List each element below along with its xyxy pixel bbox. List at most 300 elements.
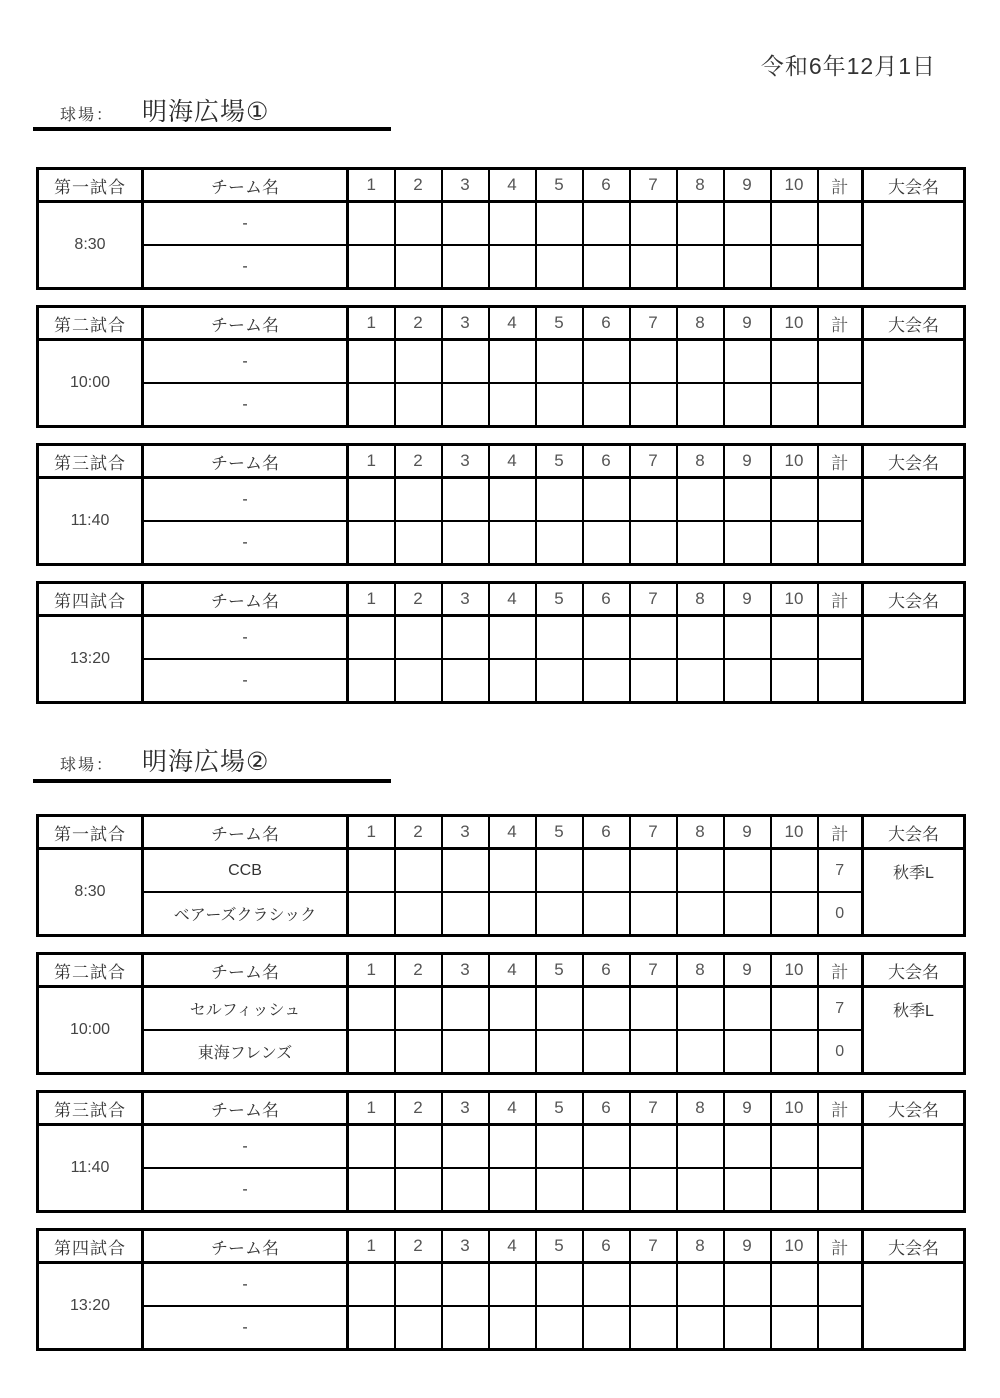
inning-column-header: 2 xyxy=(395,1092,442,1125)
team-total: 7 xyxy=(818,987,863,1031)
column-header-total: 計 xyxy=(818,1230,863,1263)
inning-column-header: 8 xyxy=(677,954,724,987)
stadium-label: 球場： xyxy=(60,757,115,774)
inning-score-cell xyxy=(348,849,395,893)
inning-column-header: 1 xyxy=(348,1230,395,1263)
game-label: 第四試合 xyxy=(38,1230,143,1263)
inning-score-cell xyxy=(724,1125,771,1169)
inning-score-cell xyxy=(630,849,677,893)
inning-column-header: 9 xyxy=(724,1230,771,1263)
inning-score-cell xyxy=(536,1125,583,1169)
tournament-name xyxy=(863,340,965,427)
inning-score-cell xyxy=(395,1306,442,1350)
column-header-total: 計 xyxy=(818,583,863,616)
inning-score-cell xyxy=(677,202,724,246)
team-name: 東海フレンズ xyxy=(143,1030,348,1074)
inning-score-cell xyxy=(677,1030,724,1074)
inning-score-cell xyxy=(536,1030,583,1074)
inning-column-header: 3 xyxy=(442,954,489,987)
inning-score-cell xyxy=(489,659,536,703)
inning-column-header: 3 xyxy=(442,816,489,849)
inning-score-cell xyxy=(536,987,583,1031)
inning-score-cell xyxy=(442,849,489,893)
inning-score-cell xyxy=(630,1306,677,1350)
column-header-team: チーム名 xyxy=(143,169,348,202)
column-header-total: 計 xyxy=(818,1092,863,1125)
stadium-heading-1 xyxy=(60,92,269,128)
team-row-1 xyxy=(38,478,965,522)
inning-column-header: 5 xyxy=(536,1092,583,1125)
inning-score-cell xyxy=(677,383,724,427)
inning-column-header: 2 xyxy=(395,583,442,616)
column-header-tournament: 大会名 xyxy=(863,954,965,987)
inning-score-cell xyxy=(348,202,395,246)
tournament-name xyxy=(863,1263,965,1350)
team-row-2 xyxy=(38,892,965,936)
game-header-row xyxy=(38,816,965,849)
team-total xyxy=(818,1125,863,1169)
inning-score-cell xyxy=(583,1168,630,1212)
inning-score-cell xyxy=(724,1168,771,1212)
inning-score-cell xyxy=(630,1263,677,1307)
inning-column-header: 7 xyxy=(630,445,677,478)
inning-column-header: 10 xyxy=(771,816,818,849)
inning-column-header: 9 xyxy=(724,583,771,616)
inning-score-cell xyxy=(583,340,630,384)
inning-column-header: 1 xyxy=(348,169,395,202)
inning-score-cell xyxy=(677,340,724,384)
game-time: 11:40 xyxy=(38,1125,143,1212)
inning-column-header: 4 xyxy=(489,445,536,478)
column-header-total: 計 xyxy=(818,954,863,987)
inning-score-cell xyxy=(677,478,724,522)
inning-column-header: 4 xyxy=(489,816,536,849)
column-header-team: チーム名 xyxy=(143,307,348,340)
team-name: - xyxy=(143,616,348,660)
inning-score-cell xyxy=(489,202,536,246)
team-name: - xyxy=(143,202,348,246)
inning-score-cell xyxy=(489,1125,536,1169)
inning-score-cell xyxy=(677,1168,724,1212)
column-header-total: 計 xyxy=(818,445,863,478)
inning-score-cell xyxy=(489,478,536,522)
inning-score-cell xyxy=(677,892,724,936)
inning-score-cell xyxy=(536,1263,583,1307)
team-total: 7 xyxy=(818,849,863,893)
inning-score-cell xyxy=(630,616,677,660)
inning-column-header: 3 xyxy=(442,169,489,202)
inning-score-cell xyxy=(677,1125,724,1169)
tournament-name xyxy=(863,202,965,289)
column-header-team: チーム名 xyxy=(143,1092,348,1125)
inning-score-cell xyxy=(442,659,489,703)
inning-score-cell xyxy=(583,892,630,936)
team-row-2 xyxy=(38,521,965,565)
team-row-1 xyxy=(38,1125,965,1169)
game-time: 13:20 xyxy=(38,616,143,703)
inning-column-header: 4 xyxy=(489,583,536,616)
inning-score-cell xyxy=(724,616,771,660)
inning-score-cell xyxy=(348,616,395,660)
team-name: - xyxy=(143,1306,348,1350)
inning-score-cell xyxy=(395,245,442,289)
team-name: セルフィッシュ xyxy=(143,987,348,1031)
inning-column-header: 4 xyxy=(489,307,536,340)
inning-score-cell xyxy=(442,1306,489,1350)
game-table xyxy=(36,952,966,1075)
inning-column-header: 9 xyxy=(724,445,771,478)
inning-score-cell xyxy=(489,892,536,936)
column-header-tournament: 大会名 xyxy=(863,169,965,202)
tournament-name xyxy=(863,616,965,703)
team-name: - xyxy=(143,245,348,289)
inning-score-cell xyxy=(677,245,724,289)
inning-column-header: 10 xyxy=(771,954,818,987)
inning-column-header: 5 xyxy=(536,307,583,340)
inning-score-cell xyxy=(771,383,818,427)
inning-score-cell xyxy=(583,202,630,246)
team-total xyxy=(818,1168,863,1212)
team-name: - xyxy=(143,1168,348,1212)
stadium-name-1: 明海広場① xyxy=(142,98,270,126)
inning-score-cell xyxy=(442,245,489,289)
column-header-team: チーム名 xyxy=(143,583,348,616)
inning-score-cell xyxy=(489,616,536,660)
inning-column-header: 9 xyxy=(724,816,771,849)
column-header-team: チーム名 xyxy=(143,1230,348,1263)
inning-score-cell xyxy=(724,383,771,427)
inning-column-header: 9 xyxy=(724,307,771,340)
inning-score-cell xyxy=(348,1030,395,1074)
column-header-team: チーム名 xyxy=(143,816,348,849)
inning-score-cell xyxy=(536,892,583,936)
inning-score-cell xyxy=(771,987,818,1031)
team-total xyxy=(818,340,863,384)
inning-column-header: 10 xyxy=(771,307,818,340)
inning-score-cell xyxy=(771,521,818,565)
inning-column-header: 1 xyxy=(348,445,395,478)
inning-score-cell xyxy=(630,478,677,522)
inning-column-header: 10 xyxy=(771,1230,818,1263)
game-time: 8:30 xyxy=(38,849,143,936)
team-row-2 xyxy=(38,383,965,427)
inning-score-cell xyxy=(771,1168,818,1212)
inning-score-cell xyxy=(395,202,442,246)
inning-column-header: 7 xyxy=(630,307,677,340)
inning-score-cell xyxy=(489,1263,536,1307)
inning-column-header: 4 xyxy=(489,954,536,987)
inning-score-cell xyxy=(536,340,583,384)
inning-score-cell xyxy=(771,1125,818,1169)
inning-score-cell xyxy=(489,245,536,289)
inning-column-header: 1 xyxy=(348,954,395,987)
team-row-2 xyxy=(38,1306,965,1350)
inning-score-cell xyxy=(677,849,724,893)
inning-column-header: 3 xyxy=(442,1092,489,1125)
inning-column-header: 7 xyxy=(630,1092,677,1125)
team-total xyxy=(818,383,863,427)
inning-score-cell xyxy=(724,659,771,703)
game-header-row xyxy=(38,1092,965,1125)
inning-score-cell xyxy=(536,616,583,660)
inning-score-cell xyxy=(348,383,395,427)
column-header-total: 計 xyxy=(818,816,863,849)
team-name: - xyxy=(143,521,348,565)
inning-score-cell xyxy=(348,1306,395,1350)
document-date: 令和6年12月1日 xyxy=(760,53,936,79)
inning-score-cell xyxy=(630,202,677,246)
inning-column-header: 6 xyxy=(583,1230,630,1263)
inning-score-cell xyxy=(724,987,771,1031)
game-time: 10:00 xyxy=(38,340,143,427)
inning-score-cell xyxy=(442,892,489,936)
inning-score-cell xyxy=(348,659,395,703)
inning-score-cell xyxy=(677,1263,724,1307)
inning-score-cell xyxy=(348,521,395,565)
inning-score-cell xyxy=(583,383,630,427)
inning-column-header: 10 xyxy=(771,1092,818,1125)
team-row-1 xyxy=(38,1263,965,1307)
inning-score-cell xyxy=(583,521,630,565)
inning-score-cell xyxy=(536,478,583,522)
team-total xyxy=(818,659,863,703)
inning-score-cell xyxy=(395,1125,442,1169)
team-name: - xyxy=(143,1263,348,1307)
inning-score-cell xyxy=(442,1168,489,1212)
inning-score-cell xyxy=(395,1263,442,1307)
inning-score-cell xyxy=(348,1168,395,1212)
game-table xyxy=(36,1228,966,1351)
inning-score-cell xyxy=(348,892,395,936)
inning-score-cell xyxy=(677,1306,724,1350)
team-name: - xyxy=(143,340,348,384)
game-time: 10:00 xyxy=(38,987,143,1074)
inning-score-cell xyxy=(724,1030,771,1074)
inning-score-cell xyxy=(724,521,771,565)
inning-score-cell xyxy=(771,1030,818,1074)
game-tables-section-1 xyxy=(36,167,966,719)
team-name: - xyxy=(143,1125,348,1169)
stadium-name-2: 明海広場② xyxy=(142,748,270,776)
inning-column-header: 2 xyxy=(395,307,442,340)
inning-score-cell xyxy=(348,1125,395,1169)
inning-score-cell xyxy=(395,521,442,565)
team-name: - xyxy=(143,659,348,703)
inning-score-cell xyxy=(583,1263,630,1307)
inning-column-header: 8 xyxy=(677,169,724,202)
inning-column-header: 1 xyxy=(348,1092,395,1125)
inning-score-cell xyxy=(771,1306,818,1350)
inning-score-cell xyxy=(536,202,583,246)
inning-score-cell xyxy=(771,659,818,703)
game-label: 第一試合 xyxy=(38,169,143,202)
stadium-heading-2 xyxy=(60,742,269,778)
tournament-name xyxy=(863,478,965,565)
inning-score-cell xyxy=(583,616,630,660)
inning-score-cell xyxy=(395,1168,442,1212)
inning-score-cell xyxy=(771,892,818,936)
column-header-total: 計 xyxy=(818,169,863,202)
inning-column-header: 6 xyxy=(583,169,630,202)
inning-column-header: 10 xyxy=(771,445,818,478)
inning-score-cell xyxy=(395,987,442,1031)
inning-score-cell xyxy=(348,340,395,384)
tournament-name xyxy=(863,1125,965,1212)
inning-score-cell xyxy=(630,521,677,565)
column-header-team: チーム名 xyxy=(143,954,348,987)
inning-column-header: 2 xyxy=(395,1230,442,1263)
inning-score-cell xyxy=(536,1168,583,1212)
column-header-tournament: 大会名 xyxy=(863,816,965,849)
inning-column-header: 7 xyxy=(630,816,677,849)
inning-column-header: 4 xyxy=(489,1230,536,1263)
game-label: 第一試合 xyxy=(38,816,143,849)
team-total xyxy=(818,478,863,522)
inning-column-header: 5 xyxy=(536,583,583,616)
inning-score-cell xyxy=(442,1263,489,1307)
game-header-row xyxy=(38,307,965,340)
team-total xyxy=(818,245,863,289)
inning-score-cell xyxy=(771,340,818,384)
inning-column-header: 8 xyxy=(677,1230,724,1263)
inning-column-header: 6 xyxy=(583,445,630,478)
inning-column-header: 5 xyxy=(536,169,583,202)
inning-column-header: 8 xyxy=(677,1092,724,1125)
inning-score-cell xyxy=(630,987,677,1031)
inning-score-cell xyxy=(724,1306,771,1350)
inning-score-cell xyxy=(771,849,818,893)
inning-column-header: 7 xyxy=(630,583,677,616)
game-header-row xyxy=(38,1230,965,1263)
inning-score-cell xyxy=(771,202,818,246)
column-header-tournament: 大会名 xyxy=(863,1230,965,1263)
inning-score-cell xyxy=(442,1125,489,1169)
inning-column-header: 2 xyxy=(395,816,442,849)
team-total xyxy=(818,1306,863,1350)
team-row-2 xyxy=(38,1168,965,1212)
inning-column-header: 3 xyxy=(442,307,489,340)
inning-score-cell xyxy=(583,478,630,522)
tournament-name: 秋季L xyxy=(863,849,965,936)
inning-column-header: 5 xyxy=(536,445,583,478)
inning-column-header: 1 xyxy=(348,307,395,340)
game-time: 13:20 xyxy=(38,1263,143,1350)
inning-column-header: 3 xyxy=(442,1230,489,1263)
inning-score-cell xyxy=(442,616,489,660)
inning-score-cell xyxy=(630,1030,677,1074)
inning-column-header: 5 xyxy=(536,816,583,849)
inning-score-cell xyxy=(583,659,630,703)
team-row-1 xyxy=(38,616,965,660)
inning-score-cell xyxy=(724,340,771,384)
team-name: CCB xyxy=(143,849,348,893)
inning-score-cell xyxy=(536,245,583,289)
inning-score-cell xyxy=(489,1306,536,1350)
team-row-2 xyxy=(38,659,965,703)
inning-column-header: 6 xyxy=(583,307,630,340)
inning-score-cell xyxy=(630,383,677,427)
inning-score-cell xyxy=(724,245,771,289)
inning-column-header: 7 xyxy=(630,169,677,202)
inning-score-cell xyxy=(442,1030,489,1074)
inning-score-cell xyxy=(536,659,583,703)
team-total xyxy=(818,202,863,246)
inning-column-header: 1 xyxy=(348,583,395,616)
inning-column-header: 3 xyxy=(442,445,489,478)
inning-column-header: 4 xyxy=(489,1092,536,1125)
inning-score-cell xyxy=(677,987,724,1031)
stadium-label: 球場： xyxy=(60,107,115,124)
inning-score-cell xyxy=(348,245,395,289)
inning-score-cell xyxy=(348,1263,395,1307)
team-total: 0 xyxy=(818,1030,863,1074)
team-row-1 xyxy=(38,340,965,384)
inning-score-cell xyxy=(536,521,583,565)
inning-column-header: 6 xyxy=(583,583,630,616)
inning-column-header: 2 xyxy=(395,445,442,478)
game-time: 11:40 xyxy=(38,478,143,565)
inning-score-cell xyxy=(630,892,677,936)
team-name: - xyxy=(143,478,348,522)
game-table xyxy=(36,581,966,704)
game-label: 第三試合 xyxy=(38,445,143,478)
inning-column-header: 2 xyxy=(395,954,442,987)
inning-score-cell xyxy=(395,383,442,427)
inning-column-header: 8 xyxy=(677,816,724,849)
team-total xyxy=(818,521,863,565)
inning-score-cell xyxy=(348,987,395,1031)
inning-column-header: 7 xyxy=(630,1230,677,1263)
inning-column-header: 9 xyxy=(724,1092,771,1125)
inning-score-cell xyxy=(536,1306,583,1350)
inning-score-cell xyxy=(724,202,771,246)
team-row-2 xyxy=(38,245,965,289)
inning-score-cell xyxy=(724,1263,771,1307)
inning-score-cell xyxy=(771,245,818,289)
inning-score-cell xyxy=(395,659,442,703)
game-time: 8:30 xyxy=(38,202,143,289)
game-table xyxy=(36,443,966,566)
column-header-total: 計 xyxy=(818,307,863,340)
team-total: 0 xyxy=(818,892,863,936)
inning-score-cell xyxy=(724,849,771,893)
inning-score-cell xyxy=(489,1030,536,1074)
inning-score-cell xyxy=(583,1306,630,1350)
inning-column-header: 2 xyxy=(395,169,442,202)
inning-score-cell xyxy=(442,987,489,1031)
inning-column-header: 10 xyxy=(771,169,818,202)
inning-score-cell xyxy=(724,478,771,522)
inning-column-header: 9 xyxy=(724,169,771,202)
team-row-1 xyxy=(38,202,965,246)
inning-score-cell xyxy=(489,1168,536,1212)
inning-column-header: 10 xyxy=(771,583,818,616)
inning-score-cell xyxy=(395,340,442,384)
inning-score-cell xyxy=(630,245,677,289)
inning-column-header: 8 xyxy=(677,307,724,340)
stadium-underline-2 xyxy=(33,779,391,783)
team-row-1 xyxy=(38,987,965,1031)
team-total xyxy=(818,616,863,660)
inning-column-header: 6 xyxy=(583,954,630,987)
inning-score-cell xyxy=(677,521,724,565)
stadium-underline-1 xyxy=(33,127,391,131)
inning-score-cell xyxy=(442,521,489,565)
game-label: 第三試合 xyxy=(38,1092,143,1125)
team-row-1 xyxy=(38,849,965,893)
inning-score-cell xyxy=(583,987,630,1031)
inning-column-header: 1 xyxy=(348,816,395,849)
